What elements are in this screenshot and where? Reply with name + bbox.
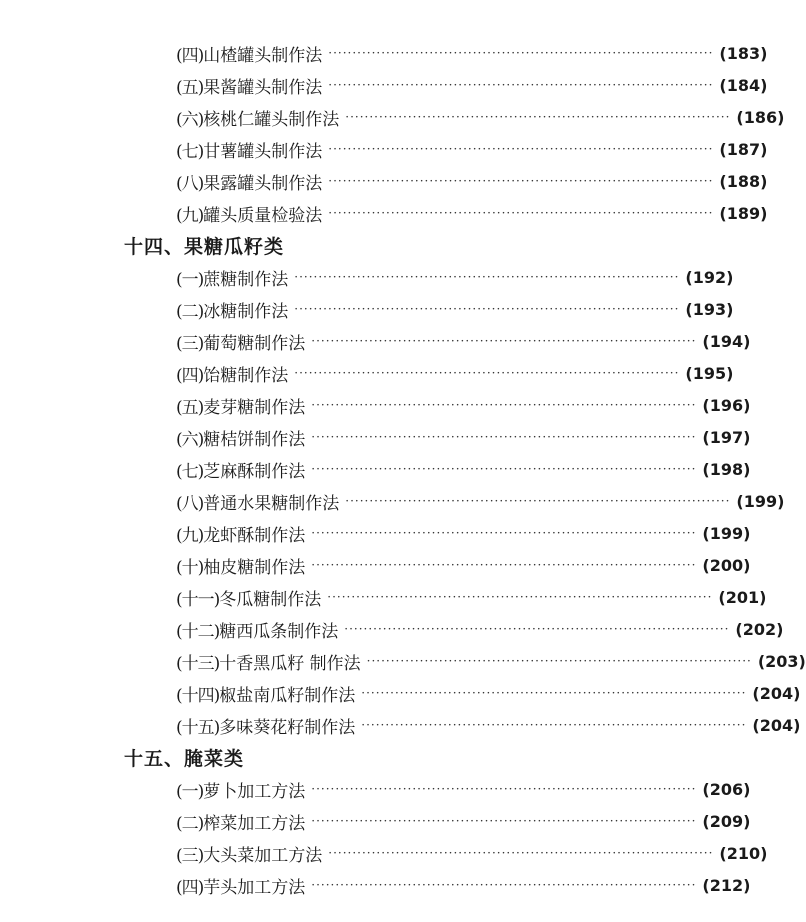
dot-leader: ················································································ <box>294 302 680 316</box>
toc-entry[interactable] <box>176 328 751 354</box>
toc-entry[interactable] <box>176 648 806 674</box>
toc-entry[interactable] <box>176 808 751 834</box>
toc-entry[interactable] <box>176 296 734 322</box>
toc-entry[interactable] <box>176 200 768 226</box>
toc-entry[interactable] <box>176 104 785 130</box>
entry-number: (十四) <box>176 685 220 706</box>
dot-leader: ················································································ <box>328 206 714 220</box>
section-heading: 十五、腌菜类 <box>124 747 245 770</box>
entry-page-number: (195) <box>685 363 734 383</box>
entry-page-number: (188) <box>719 171 768 191</box>
dot-leader: ················································································ <box>311 430 697 444</box>
entry-title: 糖桔饼制作法 <box>203 429 306 450</box>
entry-number: (七) <box>176 141 204 162</box>
entry-title: 榨菜加工方法 <box>203 813 306 834</box>
toc-entry[interactable] <box>176 552 751 578</box>
toc-entry[interactable] <box>176 264 734 290</box>
entry-number: (九) <box>176 205 204 226</box>
entry-title: 柚皮糖制作法 <box>203 557 306 578</box>
toc-entry[interactable] <box>176 136 768 162</box>
entry-page-number: (203) <box>757 651 806 671</box>
toc-entry[interactable] <box>176 392 751 418</box>
entry-page-number: (206) <box>702 779 751 799</box>
dot-leader: ················································································ <box>366 654 752 668</box>
toc-entry[interactable] <box>176 584 767 610</box>
entry-title: 饴糖制作法 <box>203 365 289 386</box>
dot-leader: ················································································ <box>311 814 697 828</box>
entry-number: (十) <box>176 557 204 578</box>
entry-title: 核桃仁罐头制作法 <box>203 109 340 130</box>
toc-entry[interactable] <box>176 40 768 66</box>
entry-page-number: (197) <box>702 427 751 447</box>
entry-number: (六) <box>176 429 204 450</box>
entry-number: (一) <box>176 781 204 802</box>
entry-number: (二) <box>176 813 204 834</box>
dot-leader: ················································································ <box>328 78 714 92</box>
entry-title: 冬瓜糖制作法 <box>219 589 322 610</box>
entry-page-number: (199) <box>736 491 785 511</box>
entry-title: 芋头加工方法 <box>203 877 306 898</box>
dot-leader: ················································································ <box>345 110 731 124</box>
dot-leader: ················································································ <box>345 494 731 508</box>
entry-title: 椒盐南瓜籽制作法 <box>219 685 356 706</box>
entry-title: 甘薯罐头制作法 <box>203 141 323 162</box>
entry-number: (七) <box>176 461 204 482</box>
entry-title: 糖西瓜条制作法 <box>219 621 339 642</box>
dot-leader: ················································································ <box>361 686 747 700</box>
entry-title: 十香黑瓜籽 制作法 <box>219 653 361 674</box>
toc-entry[interactable] <box>176 424 751 450</box>
entry-title: 龙虾酥制作法 <box>203 525 306 546</box>
entry-page-number: (196) <box>702 395 751 415</box>
entry-number: (四) <box>176 877 204 898</box>
entry-page-number: (184) <box>719 75 768 95</box>
entry-number: (三) <box>176 333 204 354</box>
dot-leader: ················································································ <box>294 270 680 284</box>
dot-leader: ················································································ <box>311 558 697 572</box>
dot-leader: ················································································ <box>311 462 697 476</box>
toc-entry[interactable] <box>176 488 785 514</box>
entry-page-number: (194) <box>702 331 751 351</box>
dot-leader: ················································································ <box>294 366 680 380</box>
toc-entry[interactable] <box>176 520 751 546</box>
entry-title: 普通水果糖制作法 <box>203 493 340 514</box>
entry-title: 罐头质量检验法 <box>203 205 323 226</box>
entry-number: (五) <box>176 397 204 418</box>
dot-leader: ················································································ <box>311 334 697 348</box>
entry-page-number: (209) <box>702 811 751 831</box>
entry-page-number: (193) <box>685 299 734 319</box>
entry-title: 蔗糖制作法 <box>203 269 289 290</box>
dot-leader: ················································································ <box>328 846 714 860</box>
entry-title: 萝卜加工方法 <box>203 781 306 802</box>
dot-leader: ················································································ <box>311 526 697 540</box>
entry-page-number: (210) <box>719 843 768 863</box>
entry-page-number: (192) <box>685 267 734 287</box>
entry-number: (五) <box>176 77 204 98</box>
entry-title: 大头菜加工方法 <box>203 845 323 866</box>
dot-leader: ················································································ <box>311 398 697 412</box>
dot-leader: ················································································ <box>344 622 730 636</box>
entry-title: 葡萄糖制作法 <box>203 333 306 354</box>
entry-number: (十五) <box>176 717 220 738</box>
toc-entry[interactable] <box>176 872 751 898</box>
entry-page-number: (204) <box>752 715 801 735</box>
toc-entry[interactable] <box>176 616 784 642</box>
entry-number: (二) <box>176 301 204 322</box>
entry-title: 果露罐头制作法 <box>203 173 323 194</box>
toc-entry[interactable] <box>176 840 768 866</box>
entry-number: (四) <box>176 365 204 386</box>
entry-page-number: (201) <box>718 587 767 607</box>
toc-entry[interactable] <box>176 72 768 98</box>
entry-page-number: (199) <box>702 523 751 543</box>
entry-page-number: (212) <box>702 875 751 895</box>
entry-page-number: (202) <box>735 619 784 639</box>
entry-number: (六) <box>176 109 204 130</box>
toc-entry[interactable] <box>176 456 751 482</box>
entry-title: 山楂罐头制作法 <box>203 45 323 66</box>
dot-leader: ················································································ <box>328 174 714 188</box>
entry-number: (一) <box>176 269 204 290</box>
toc-entry[interactable] <box>176 776 751 802</box>
entry-number: (十三) <box>176 653 220 674</box>
toc-entry[interactable] <box>176 680 801 706</box>
dot-leader: ················································································ <box>361 718 747 732</box>
entry-page-number: (198) <box>702 459 751 479</box>
entry-number: (三) <box>176 845 204 866</box>
entry-number: (十一) <box>176 589 220 610</box>
section-heading: 十四、果糖瓜籽类 <box>124 235 285 258</box>
entry-number: (八) <box>176 173 204 194</box>
entry-number: (九) <box>176 525 204 546</box>
entry-number: (八) <box>176 493 204 514</box>
toc-entry[interactable] <box>176 712 801 738</box>
entry-number: (十二) <box>176 621 220 642</box>
toc-entry[interactable] <box>176 360 734 386</box>
dot-leader: ················································································ <box>311 878 697 892</box>
dot-leader: ················································································ <box>328 142 714 156</box>
entry-page-number: (204) <box>752 683 801 703</box>
dot-leader: ················································································ <box>328 46 714 60</box>
dot-leader: ················································································ <box>327 590 713 604</box>
entry-title: 冰糖制作法 <box>203 301 289 322</box>
entry-number: (四) <box>176 45 204 66</box>
entry-page-number: (183) <box>719 43 768 63</box>
entry-title: 多味葵花籽制作法 <box>219 717 356 738</box>
entry-title: 芝麻酥制作法 <box>203 461 306 482</box>
entry-page-number: (200) <box>702 555 751 575</box>
entry-title: 麦芽糖制作法 <box>203 397 306 418</box>
entry-page-number: (186) <box>736 107 785 127</box>
entry-page-number: (187) <box>719 139 768 159</box>
dot-leader: ················································································ <box>311 782 697 796</box>
entry-title: 果酱罐头制作法 <box>203 77 323 98</box>
entry-page-number: (189) <box>719 203 768 223</box>
toc-entry[interactable] <box>176 168 768 194</box>
